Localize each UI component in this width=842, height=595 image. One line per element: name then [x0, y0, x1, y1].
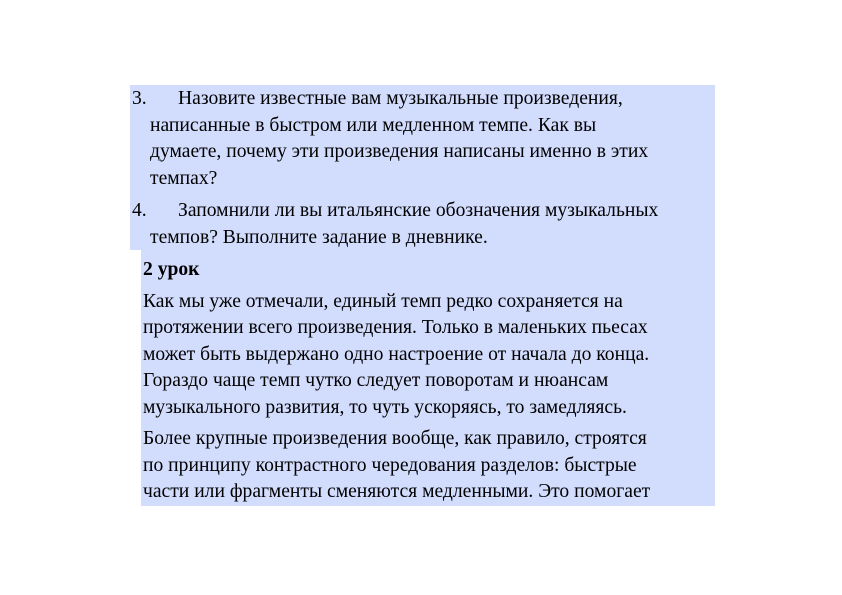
question-number: 3.	[132, 88, 147, 109]
question-number: 4.	[132, 200, 147, 221]
paragraph-line: части или фрагменты сменяются медленными. Это помогает	[143, 481, 651, 502]
paragraph-line: протяжении всего произведения. Только в маленьких пьесах	[143, 317, 648, 338]
paragraph-line: музыкального развития, то чуть ускоряясь, то замедляясь.	[143, 397, 627, 418]
question-line: темпов? Выполните задание в дневнике.	[150, 227, 488, 248]
paragraph-line: Как мы уже отмечали, единый темп редко сохраняется на	[143, 291, 623, 312]
question-line: думаете, почему эти произведения написаны именно в этих	[150, 141, 649, 162]
paragraph-line: может быть выдержано одно настроение от начала до конца.	[143, 344, 650, 365]
question-line: Запомнили ли вы итальянские обозначения музыкальных	[178, 200, 659, 221]
paragraph-line: Более крупные произведения вообще, как правило, строятся	[143, 428, 647, 449]
question-line: Назовите известные вам музыкальные произведения,	[178, 88, 623, 109]
question-line: написанные в быстром или медленном темпе. Как вы	[150, 115, 597, 136]
question-line: темпах?	[150, 168, 218, 189]
paragraph-line: Гораздо чаще темп чутко следует поворотам и нюансам	[143, 370, 609, 391]
lesson-heading: 2 урок	[143, 259, 200, 280]
paragraph-line: по принципу контрастного чередования разделов: быстрые	[143, 455, 637, 476]
